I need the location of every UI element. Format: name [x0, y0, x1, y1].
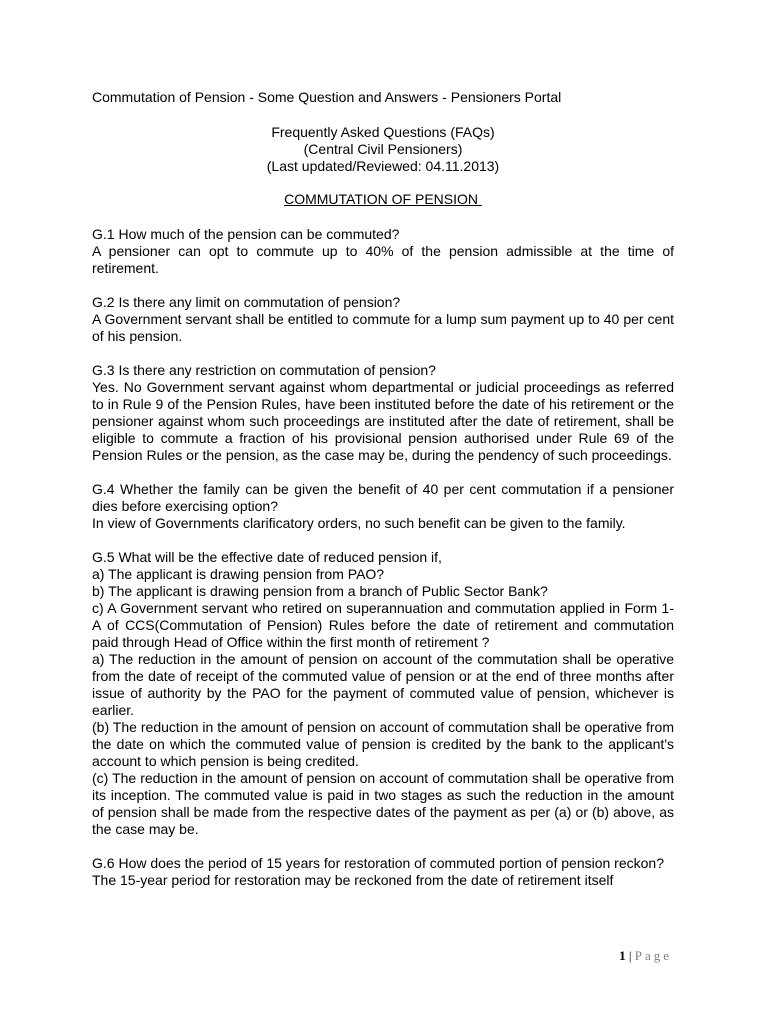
page-number: 1 — [619, 948, 626, 963]
faq-answer-c: (c) The reduction in the amount of pension on account of commutation shall be operative from its inception. The commuted value is paid in two stages as such the reduction in the amount of pension shall be made from the respective dates of the payment as per (a) or (b) above, as the case may be. — [92, 770, 674, 837]
faq-item — [92, 549, 674, 838]
faq-answer-a: a) The reduction in the amount of pension on account of the commutation shall be operative from the date of receipt of the commuted value of pension or at the end of three months after issue of authority by the PAO for the payment of commuted value of pension, whichever is earlier. — [92, 651, 674, 718]
faq-question: G.2 Is there any limit on commutation of pension? — [92, 294, 401, 310]
faq-question: G.3 Is there any restriction on commutation of pension? — [92, 362, 436, 378]
page-label: Page — [634, 948, 672, 963]
faq-answer: Yes. No Government servant against whom departmental or judicial proceedings as referred to in Rule 9 of the Pension Rules, have been instituted before the date of his retirement or the pensioner against whom such proceedings are instituted after the date of retirement, shall be eligible to commute a fraction of his provisional pension authorised under Rule 69 of the Pension Rules or the pension, as the case may be, during the pendency of such proceedings. — [92, 379, 674, 463]
faq-sub-question-a: a) The applicant is drawing pension from PAO? — [92, 566, 385, 582]
faq-answer-b: (b) The reduction in the amount of pension on account of commutation shall be operative from the date on which the commuted value of pension is credited by the bank to the applicant's account to which pension is being credited. — [92, 719, 674, 769]
faq-item — [92, 226, 674, 277]
faq-question: G.4 Whether the family can be given the benefit of 40 per cent commutation if a pensioner dies before exercising option? — [92, 481, 674, 514]
faq-item — [92, 362, 674, 464]
faq-answer: The 15-year period for restoration may be reckoned from the date of retirement itself — [92, 872, 614, 888]
section-title: COMMUTATION OF PENSION — [284, 191, 482, 207]
page-separator: | — [628, 948, 632, 963]
faq-answer: In view of Governments clarificatory orders, no such benefit can be given to the family. — [92, 515, 626, 531]
faq-sub-question-c: c) A Government servant who retired on superannuation and commutation applied in Form 1-A of CCS(Commutation of Pension) Rules before the date of retirement and commutation paid through Head of Office within the first month of retirement ? — [92, 600, 674, 650]
faq-heading — [92, 124, 674, 175]
heading-line-2: (Central Civil Pensioners) — [303, 141, 463, 157]
document-body — [92, 89, 674, 906]
faq-answer: A Government servant shall be entitled to commute for a lump sum payment up to 40 per cent of his pension. — [92, 311, 674, 344]
faq-sub-question-b: b) The applicant is drawing pension from a branch of Public Sector Bank? — [92, 583, 548, 599]
faq-question: G.6 How does the period of 15 years for restoration of commuted portion of pension reckon? — [92, 855, 664, 871]
document-title: Commutation of Pension - Some Question and Answers - Pensioners Portal — [92, 89, 562, 105]
page-footer — [619, 948, 672, 964]
faq-item — [92, 855, 674, 889]
faq-answer: A pensioner can opt to commute up to 40% of the pension admissible at the time of retirement. — [92, 243, 674, 276]
heading-line-1: Frequently Asked Questions (FAQs) — [271, 124, 495, 140]
heading-line-3: (Last updated/Reviewed: 04.11.2013) — [266, 158, 500, 174]
faq-question: G.1 How much of the pension can be commuted? — [92, 226, 400, 242]
faq-item — [92, 481, 674, 532]
faq-question: G.5 What will be the effective date of reduced pension if, — [92, 549, 442, 565]
faq-item — [92, 294, 674, 345]
